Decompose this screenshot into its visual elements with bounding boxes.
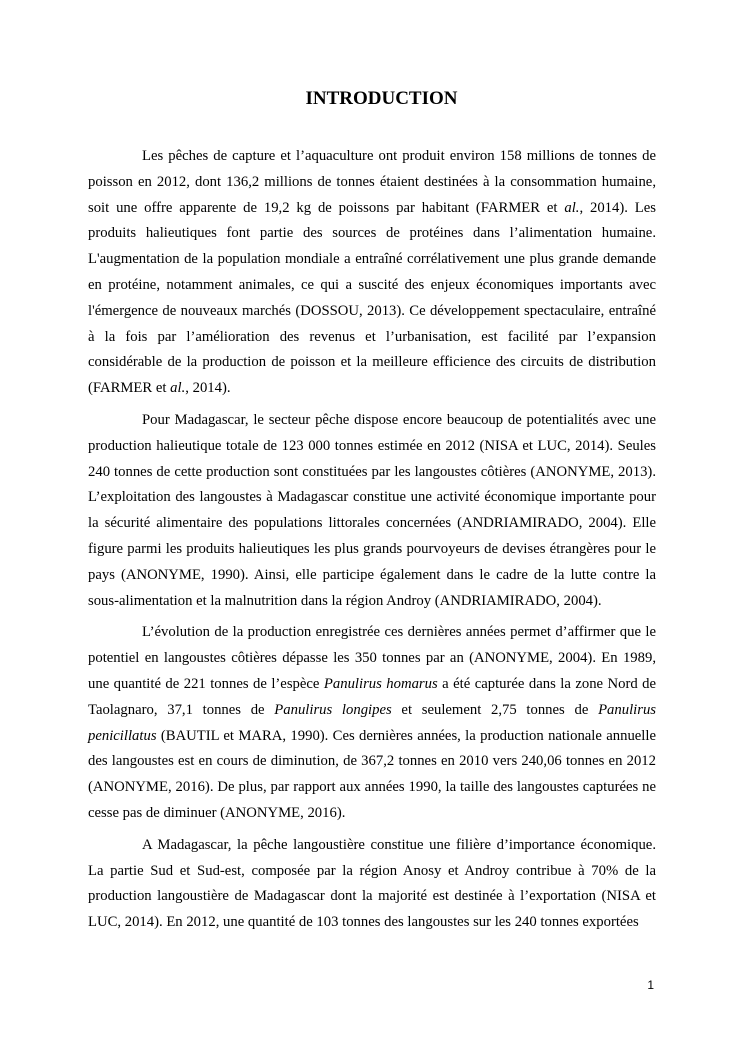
page-number: 1	[647, 978, 654, 992]
body-text	[88, 144, 656, 942]
text-run: , 2014). Les produits halieutiques font partie des sources de protéines dans l’alimentation humaine. L'augmentation de la population mondiale a entraîné corrélativement une plus grande demande en protéine, notamment animales, ce qui a suscité des enjeux économiques importants avec l'émergence de nouveaux marchés (DOSSOU, 2013). Ce développement spectaculaire, entraîné à la fois par l’amélioration des revenus et l’urbanisation, est facilité par l’expansion considérable de la production de poisson et la meilleure efficience des circuits de distribution (FARMER et	[88, 199, 656, 397]
species-name: Panulirus homarus	[323, 675, 438, 692]
paragraph-2	[88, 408, 656, 614]
page-title: INTRODUCTION	[305, 88, 458, 109]
italic-text: al.	[170, 380, 186, 397]
paragraph-3	[88, 620, 656, 826]
text-run: Les pêches de capture et l’aquaculture ont produit environ 158 millions de tonnes de poisson en 2012, dont 136,2 millions de tonnes étaient destinées à la consommation humaine, soit une offre apparente de 19,2 kg de poissons par habitant (FARMER et	[88, 148, 656, 216]
paragraph-1	[88, 144, 656, 402]
text-run: Pour Madagascar, le secteur pêche dispose encore beaucoup de potentialités avec une production halieutique totale de 123 000 tonnes estimée en 2012 (NISA et LUC, 2014). Seules 240 tonnes de cette production sont constituées par les langoustes côtières (ANONYME, 2013). L’exploitation des langoustes à Madagascar constitue une activité économique importante pour la sécurité alimentaire des populations littorales concernées (ANDRIAMIRADO, 2004). Elle figure parmi les produits halieutiques les plus grands pourvoyeurs de devises étrangères pour le pays (ANONYME, 1990). Ainsi, elle participe également dans le cadre de la lutte contre la sous-alimentation et la malnutrition dans la région Androy (ANDRIAMIRADO, 2004).	[88, 411, 656, 609]
text-run: a été capturée dans la zone Nord de Taolagnaro, 37,1 tonnes de	[88, 675, 657, 718]
text-run: L’évolution de la production enregistrée ces dernières années permet d’affirmer que le potentiel en langoustes côtières dépasse les 350 tonnes par an (ANONYME, 2004). En 1989, une quantité de 221 tonnes de l’espèce	[88, 624, 656, 692]
italic-text: al.	[564, 199, 580, 216]
text-run: A Madagascar, la pêche langoustière constitue une filière d’importance économique. La partie Sud et Sud-est, composée par la région Anosy et Androy contribue à 70% de la production langoustière de Madagascar dont la majorité est destinée à l’exportation (NISA et LUC, 2014). En 2012, une quantité de 103 tonnes des langoustes sur les 240 tonnes exportées	[88, 836, 656, 931]
text-run: et seulement 2,75 tonnes de	[391, 701, 599, 718]
species-name: Panulirus longipes	[274, 701, 392, 718]
species-name: Panulirus penicillatus	[88, 701, 657, 744]
text-run: , 2014).	[185, 380, 231, 397]
text-run: (BAUTIL et MARA, 1990). Ces dernières années, la production nationale annuelle des langoustes est en cours de diminution, de 367,2 tonnes en 2010 vers 240,06 tonnes en 2012 (ANONYME, 2016). De plus, par rapport aux années 1990, la taille des langoustes capturées ne cesse pas de diminuer (ANONYME, 2016).	[88, 727, 656, 821]
paragraph-4	[88, 833, 656, 936]
